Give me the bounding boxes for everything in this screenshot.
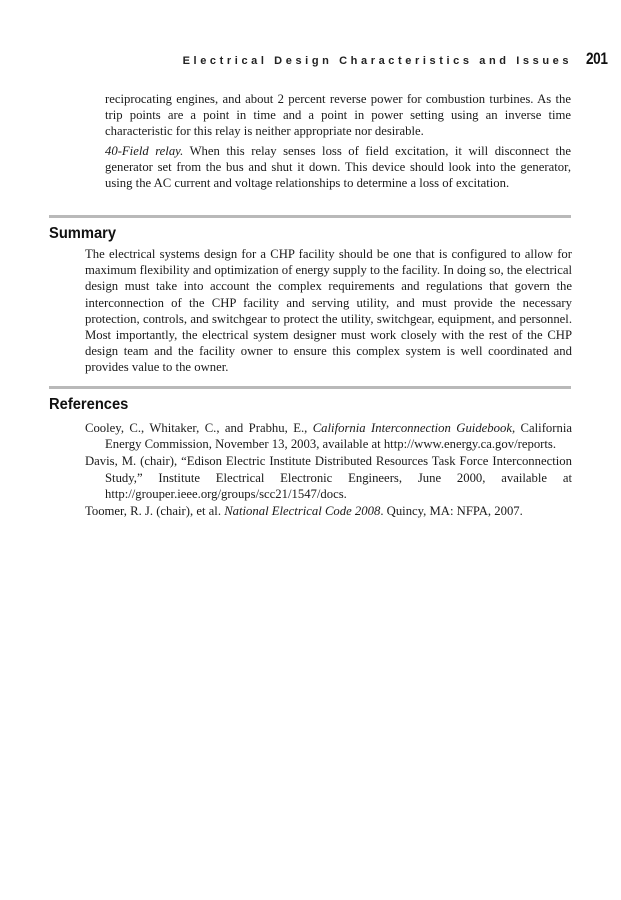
section-divider (49, 386, 571, 389)
reference-text: Davis, M. (chair), “Edison Electric Institute Distributed Resources Task Force Interconnection Study,” Institute Electrical Electronic Engineers, June 2000, available at http://grouper.ieee.org/groups/scc21/1547/docs. (85, 454, 572, 501)
reference-item (85, 453, 572, 502)
continued-paragraph: reciprocating engines, and about 2 percent reverse power for combustion turbines. As the trip points are a point in time and a point in power setting using an inverse time characteristic for this relay is neither appropriate nor desirable. (105, 92, 571, 139)
reference-item (85, 420, 572, 452)
running-header (183, 49, 613, 69)
references-heading: References (49, 396, 129, 413)
reference-text: , California Energy Commission, November 13, 2003, available at http://www.energy.ca.gov/reports. (105, 421, 572, 452)
reference-item (85, 503, 572, 519)
section-divider (49, 215, 571, 218)
summary-paragraph: The electrical systems design for a CHP facility should be one that is configured to allow for maximum flexibility and optimization of energy supply to the facility. In doing so, the electrical design must take into account the complex requirements and regulations that govern the interconnection of the CHP facility and serving utility, and must provide the necessary protection, controls, and switchgear to protect the utility, switchgear, equipment, and personnel. Most importantly, the electrical system designer must work closely with the rest of the CHP design team and the facility owner to ensure this complex system is well coordinated and provides value to the owner. (85, 247, 572, 375)
field-relay-label: 40-Field relay. (105, 143, 184, 158)
running-title: Electrical Design Characteristics and Issues (182, 55, 573, 67)
summary-heading: Summary (49, 225, 117, 242)
reference-text: Cooley, C., Whitaker, C., and Prabhu, E., (85, 421, 313, 435)
field-relay-text: When this relay senses loss of field excitation, it will disconnect the generator set from the bus and shut it down. This device should look into the generator, using the AC current and voltage relationships to determine a loss of excitation. (105, 143, 571, 191)
reference-title: National Electrical Code 2008 (224, 504, 381, 519)
references-list (85, 420, 572, 520)
reference-title: California Interconnection Guidebook (312, 421, 512, 435)
reference-text: . Quincy, MA: NFPA, 2007. (380, 504, 523, 519)
reference-text: Toomer, R. J. (chair), et al. (85, 504, 225, 519)
page-number: 201 (586, 49, 608, 68)
relay-section (105, 91, 571, 194)
field-relay-paragraph (105, 143, 571, 192)
